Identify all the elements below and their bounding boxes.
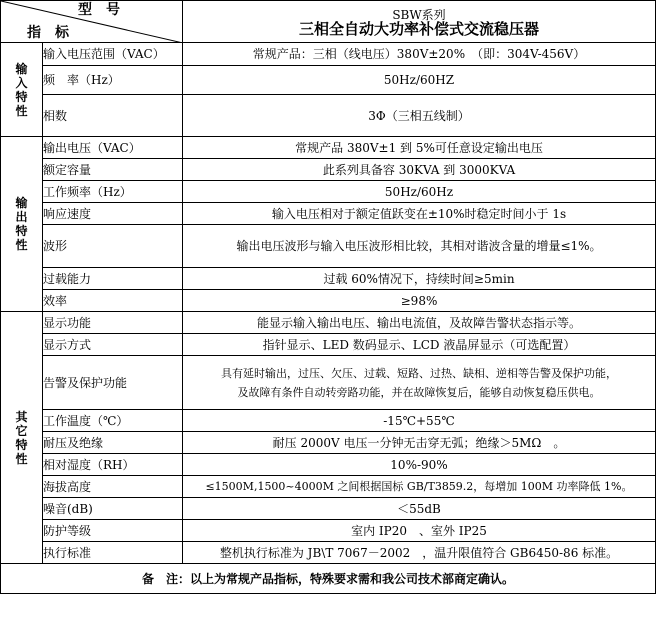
row-value-line: 具有延时输出，过压、欠压、过载、短路、过热、缺相、逆相等告警及保护功能， (221, 366, 617, 380)
group-label-char: 特 (15, 437, 28, 452)
group-output-label (1, 137, 43, 312)
table-row (1, 498, 656, 520)
row-value: 常规产品 380V±1 到 5%可任意设定输出电压 (183, 137, 656, 159)
table-row (1, 203, 656, 225)
row-value (183, 356, 656, 410)
table-row (1, 290, 656, 312)
table-row (1, 159, 656, 181)
group-input-label (1, 43, 43, 137)
row-value: 输出电压波形与输入电压波形相比较，其相对谐波含量的增量≤1%。 (183, 225, 656, 268)
row-label: 相数 (43, 95, 183, 137)
row-value: 指针显示、LED 数码显示、LCD 液晶屏显示（可选配置） (183, 334, 656, 356)
table-row (1, 43, 656, 66)
group-label-char: 它 (15, 423, 28, 438)
row-value: 耐压 2000V 电压一分钟无击穿无弧；绝缘＞5MΩ 。 (183, 432, 656, 454)
row-label: 工作温度（℃） (43, 410, 183, 432)
group-label-char: 输 (15, 196, 28, 210)
header-product-cell (183, 1, 656, 43)
table-row (1, 410, 656, 432)
table-row (1, 454, 656, 476)
row-label: 响应速度 (43, 203, 183, 225)
row-label: 告警及保护功能 (43, 356, 183, 410)
table-row (1, 432, 656, 454)
table-row (1, 268, 656, 290)
row-label: 效率 (43, 290, 183, 312)
row-value: 50Hz/60Hz (183, 181, 656, 203)
group-label-char: 特 (15, 89, 28, 104)
row-label: 额定容量 (43, 159, 183, 181)
header-label-model: 型号 (78, 2, 134, 18)
table-row (1, 225, 656, 268)
row-label: 显示功能 (43, 312, 183, 334)
row-label: 耐压及绝缘 (43, 432, 183, 454)
row-label: 工作频率（Hz） (43, 181, 183, 203)
group-label-char: 入 (15, 75, 28, 90)
row-value: ≥98% (183, 290, 656, 312)
row-value-line: 及故障有条件自动转旁路功能，并在故障恢复后，能够自动恢复稳压供电。 (237, 385, 601, 399)
row-label: 波形 (43, 225, 183, 268)
group-other-label (1, 312, 43, 564)
group-label-char: 性 (15, 103, 28, 118)
table-row (1, 181, 656, 203)
row-value: 3Φ（三相五线制） (183, 95, 656, 137)
row-label: 噪音(dB) (43, 498, 183, 520)
row-label: 输入电压范围（VAC） (43, 43, 183, 66)
row-value: 常规产品：三相（线电压）380V±20% （即：304V-456V） (183, 43, 656, 66)
row-value: -15℃+55℃ (183, 410, 656, 432)
row-label: 频 率（Hz） (43, 66, 183, 95)
header-corner-cell (1, 1, 183, 43)
table-row (1, 542, 656, 564)
row-label: 过载能力 (43, 268, 183, 290)
table-row (1, 476, 656, 498)
row-label: 防护等级 (43, 520, 183, 542)
table-row (1, 312, 656, 334)
row-value: 整机执行标准为 JB\T 7067－2002 ，温升限值符合 GB6450-86 标准。 (183, 542, 656, 564)
table-row (1, 334, 656, 356)
table-row (1, 66, 656, 95)
row-value: ＜55dB (183, 498, 656, 520)
row-value: 过载 60%情况下，持续时间≥5min (183, 268, 656, 290)
table-row (1, 95, 656, 137)
product-name: 三相全自动大功率补偿式交流稳压器 (298, 19, 539, 38)
table-row (1, 137, 656, 159)
table-row (1, 356, 656, 410)
row-value: 10%-90% (183, 454, 656, 476)
row-label: 执行标准 (43, 542, 183, 564)
row-value: 输入电压相对于额定值跃变在±10%时稳定时间小于 1s (183, 203, 656, 225)
group-label-char: 输 (15, 61, 28, 76)
row-value: 能显示输入输出电压、输出电流值，及故障告警状态指示等。 (183, 312, 656, 334)
group-label-char: 性 (15, 451, 28, 466)
group-label-char: 出 (15, 210, 28, 224)
row-label: 输出电压（VAC） (43, 137, 183, 159)
header-row (1, 1, 656, 43)
row-value: ≤1500M,1500~4000M 之间根据国标 GB/T3859.2，每增加 100M 功率降低 1%。 (183, 476, 656, 498)
note-text: 备 注：以上为常规产品指标，特殊要求需和我公司技术部商定确认。 (1, 564, 656, 594)
row-value: 此系列具备容 30KVA 到 3000KVA (183, 159, 656, 181)
group-label-char: 性 (15, 238, 28, 252)
row-value: 室内 IP20 、室外 IP25 (183, 520, 656, 542)
row-value: 50Hz/60HZ (183, 66, 656, 95)
group-label-char: 其 (15, 409, 28, 424)
note-row (1, 564, 656, 594)
header-label-indicator: 指标 (27, 25, 83, 41)
row-label: 显示方式 (43, 334, 183, 356)
table-row (1, 520, 656, 542)
group-label-char: 特 (15, 224, 28, 238)
row-label: 海拔高度 (43, 476, 183, 498)
model-series: SBW系列 (392, 7, 446, 22)
row-label: 相对湿度（RH） (43, 454, 183, 476)
